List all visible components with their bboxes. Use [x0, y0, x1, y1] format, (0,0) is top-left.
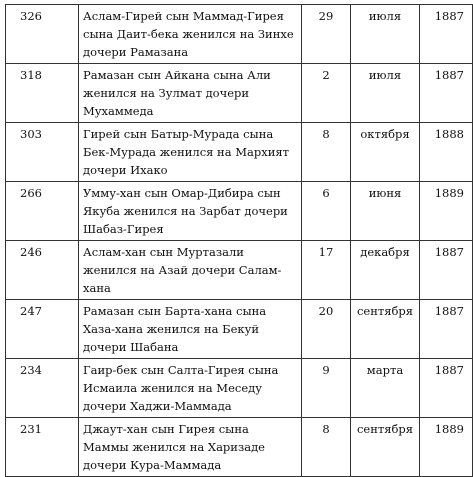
record-day: 20	[302, 300, 351, 359]
record-day: 8	[302, 123, 351, 182]
record-month: сентября	[351, 300, 420, 359]
record-number: 266	[6, 182, 79, 241]
record-text: Аслам-хан сын Муртазали женился на Азай дочери Салам-хана	[79, 241, 302, 300]
record-month: марта	[351, 359, 420, 418]
record-text: Рамазан сын Айкана сына Али женился на Зулмат дочери Мухаммеда	[79, 64, 302, 123]
record-month: сентября	[351, 418, 420, 477]
record-day: 9	[302, 359, 351, 418]
record-month: июня	[351, 182, 420, 241]
record-month: декабря	[351, 241, 420, 300]
record-day: 17	[302, 241, 351, 300]
record-text: Джаут-хан сын Гирея сына Маммы женился на Харизаде дочери Кура-Маммада	[79, 418, 302, 477]
record-month: октября	[351, 123, 420, 182]
marriage-records-table	[5, 4, 473, 477]
record-number: 318	[6, 64, 79, 123]
record-day: 6	[302, 182, 351, 241]
record-month: июля	[351, 5, 420, 64]
record-year: 1887	[420, 300, 473, 359]
record-text: Рамазан сын Барта-хана сына Хаза-хана женился на Бекуй дочери Шабана	[79, 300, 302, 359]
record-text: Аслам-Гирей сын Маммад-Гирея сына Даит-бека женился на Зинхе дочери Рамазана	[79, 5, 302, 64]
record-number: 303	[6, 123, 79, 182]
record-number: 234	[6, 359, 79, 418]
table-row	[6, 5, 473, 64]
record-year: 1889	[420, 418, 473, 477]
table-row	[6, 418, 473, 477]
record-text: Гаир-бек сын Салта-Гирея сына Исмаила женился на Меседу дочери Хаджи-Маммада	[79, 359, 302, 418]
record-number: 246	[6, 241, 79, 300]
record-year: 1888	[420, 123, 473, 182]
table-row	[6, 64, 473, 123]
record-day: 29	[302, 5, 351, 64]
record-day: 8	[302, 418, 351, 477]
record-day: 2	[302, 64, 351, 123]
table-row	[6, 241, 473, 300]
record-year: 1887	[420, 64, 473, 123]
record-number: 231	[6, 418, 79, 477]
record-year: 1887	[420, 359, 473, 418]
record-number: 247	[6, 300, 79, 359]
record-number: 326	[6, 5, 79, 64]
table-row	[6, 182, 473, 241]
record-year: 1887	[420, 5, 473, 64]
record-month: июля	[351, 64, 420, 123]
record-year: 1887	[420, 241, 473, 300]
table-row	[6, 359, 473, 418]
record-text: Умму-хан сын Омар-Дибира сын Якуба женился на Зарбат дочери Шабаз-Гирея	[79, 182, 302, 241]
table-row	[6, 123, 473, 182]
table-row	[6, 300, 473, 359]
record-text: Гирей сын Батыр-Мурада сына Бек-Мурада женился на Мархият дочери Ихако	[79, 123, 302, 182]
record-year: 1889	[420, 182, 473, 241]
